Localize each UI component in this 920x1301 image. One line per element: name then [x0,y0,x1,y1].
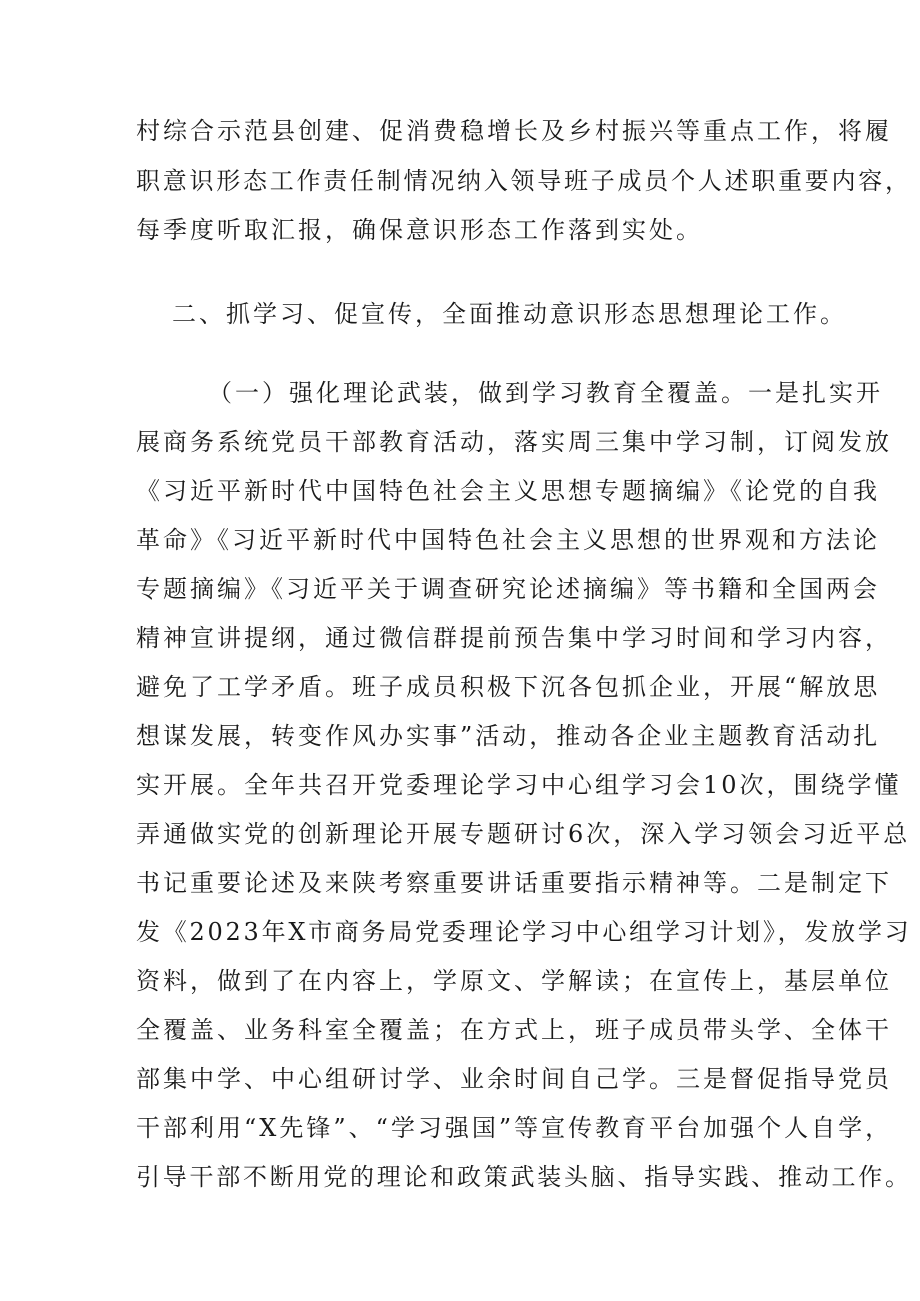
paragraph-line: 实开展。全年共召开党委理论学习中心组学习会10次，围绕学懂 [136,771,902,799]
paragraph-line: 部集中学、中心组研讨学、业余时间自己学。三是督促指导党员 [136,1065,892,1093]
paragraph-line: 展商务系统党员干部教育活动，落实周三集中学习制，订阅发放 [136,428,892,456]
paragraph-line: 想谋发展，转变作风办实事”活动，推动各企业主题教育活动扎 [136,722,881,750]
paragraph-line: 弄通做实党的创新理论开展专题研讨6次，深入学习领会习近平总 [136,820,911,848]
paragraph-line: （一）强化理论武装，做到学习教育全覆盖。一是扎实开 [208,379,883,407]
paragraph-line: 《习近平新时代中国特色社会主义思想专题摘编》《论党的自我 [136,477,880,505]
paragraph-line: 专题摘编》《习近平关于调查研究论述摘编》等书籍和全国两会 [136,575,880,603]
paragraph-line: 发《2023年X市商务局党委理论学习中心组学习计划》，发放学习 [136,918,912,946]
paragraph-line: 避免了工学矛盾。班子成员积极下沉各包抓企业，开展“解放思 [136,673,881,701]
paragraph-line: 资料，做到了在内容上，学原文、学解读；在宣传上，基层单位 [136,967,892,995]
paragraph-line: 书记重要论述及来陕考察重要讲话重要指示精神等。二是制定下 [136,869,892,897]
paragraph-line: 引导干部不断用党的理论和政策武装头脑、指导实践、推动工作。 [136,1163,912,1191]
paragraph-line: 干部利用“X先锋”、“学习强国”等宣传教育平台加强个人自学， [136,1114,893,1142]
paragraph-line: 职意识形态工作责任制情况纳入领导班子成员个人述职重要内容， [136,167,912,195]
paragraph-line: 每季度听取汇报，确保意识形态工作落到实处。 [136,216,703,244]
paragraph-line: 村综合示范县创建、促消费稳增长及乡村振兴等重点工作，将履 [136,117,892,145]
paragraph-line: 全覆盖、业务科室全覆盖；在方式上，班子成员带头学、全体干 [136,1016,892,1044]
section-heading: 二、抓学习、促宣传，全面推动意识形态思想理论工作。 [172,300,847,328]
paragraph-line: 精神宣讲提纲，通过微信群提前预告集中学习时间和学习内容， [136,624,892,652]
paragraph-line: 革命》《习近平新时代中国特色社会主义思想的世界观和方法论 [136,526,880,554]
